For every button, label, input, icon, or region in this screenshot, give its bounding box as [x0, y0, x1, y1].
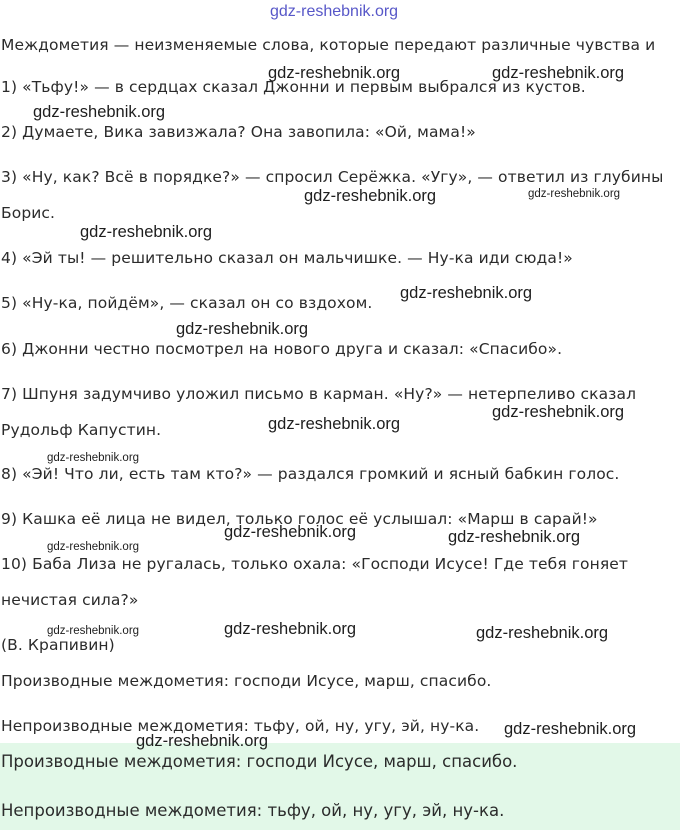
- sentence-9: 9) Кашка её лица не видел, только голос её услышал: «Марш в сарай!»: [1, 510, 598, 528]
- sentence-4: 4) «Эй ты! — решительно сказал он мальчишке. — Ну-ка иди сюда!»: [1, 249, 573, 267]
- author-attribution: (В. Крапивин): [1, 636, 115, 654]
- watermark: gdz-reshebnik.org: [47, 625, 140, 637]
- sentence-1: 1) «Тьфу!» — в сердцах сказал Джонни и первым выбрался из кустов.: [1, 78, 586, 96]
- watermark: gdz-reshebnik.org: [47, 452, 140, 464]
- watermark: gdz-reshebnik.org: [304, 187, 437, 205]
- watermark: gdz-reshebnik.org: [136, 732, 269, 750]
- watermark: gdz-reshebnik.org: [224, 523, 357, 541]
- sentence-10: 10) Баба Лиза не ругалась, только охала: «Господи Исусе! Где тебя гоняет: [1, 555, 629, 573]
- answer-nonderived: Непроизводные междометия: тьфу, ой, ну, угу, эй, ну-ка.: [1, 801, 505, 820]
- header-watermark[interactable]: gdz-reshebnik.org: [270, 3, 399, 20]
- watermark: gdz-reshebnik.org: [268, 64, 401, 82]
- watermark: gdz-reshebnik.org: [224, 620, 357, 638]
- watermark: gdz-reshebnik.org: [47, 541, 140, 553]
- watermark: gdz-reshebnik.org: [448, 528, 581, 546]
- derived-interjections-text: Производные междометия: господи Исусе, марш, спасибо.: [1, 672, 492, 690]
- nonderived-interjections-text: Непроизводные междометия: тьфу, ой, ну, угу, эй, ну-ка.: [1, 717, 480, 735]
- watermark: gdz-reshebnik.org: [476, 624, 609, 642]
- sentence-3-cont: Борис.: [1, 204, 56, 222]
- sentence-6: 6) Джонни честно посмотрел на нового друга и сказал: «Спасибо».: [1, 340, 563, 358]
- watermark: gdz-reshebnik.org: [80, 223, 213, 241]
- watermark: gdz-reshebnik.org: [176, 320, 309, 338]
- watermark: gdz-reshebnik.org: [33, 103, 166, 121]
- sentence-7: 7) Шпуня задумчиво уложил письмо в карман. «Ну?» — нетерпеливо сказал: [1, 385, 637, 403]
- watermark: gdz-reshebnik.org: [528, 188, 621, 200]
- sentence-2: 2) Думаете, Вика завизжала? Она завопила: «Ой, мама!»: [1, 123, 476, 141]
- watermark: gdz-reshebnik.org: [492, 64, 625, 82]
- sentence-3: 3) «Ну, как? Всё в порядке?» — спросил Серёжка. «Угу», — ответил из глубины: [1, 168, 664, 186]
- watermark: gdz-reshebnik.org: [400, 284, 533, 302]
- sentence-10-cont: нечистая сила?»: [1, 591, 139, 609]
- answer-derived: Производные междометия: господи Исусе, марш, спасибо.: [1, 752, 518, 771]
- watermark: gdz-reshebnik.org: [492, 403, 625, 421]
- watermark: gdz-reshebnik.org: [504, 720, 637, 738]
- sentence-5: 5) «Ну-ка, пойдём», — сказал он со вздохом.: [1, 294, 373, 312]
- sentence-8: 8) «Эй! Что ли, есть там кто?» — раздался громкий и ясный бабкин голос.: [1, 465, 620, 483]
- sentence-7-cont: Рудольф Капустин.: [1, 421, 162, 439]
- watermark: gdz-reshebnik.org: [268, 415, 401, 433]
- answer-box: [0, 743, 680, 830]
- intro-text: Междометия — неизменяемые слова, которые передают различные чувства и: [1, 36, 656, 54]
